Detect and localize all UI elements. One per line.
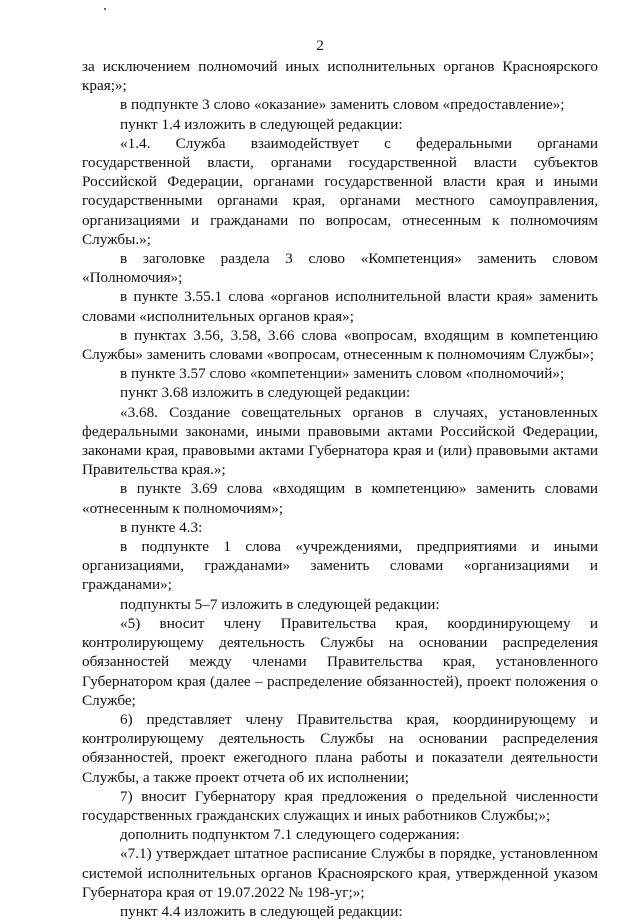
paragraph: в пункте 3.69 слова «входящим в компетенцию» заменить словами «отнесенным к полномочиям»; [82, 480, 598, 517]
page-number: 2 [316, 37, 324, 54]
paragraph: «1.4. Служба взаимодействует с федеральными органами государственной власти, органами государственной власти субъектов Российской Федерации, органами государственной власти края и иными государственными органами края, органами местного самоуправления, организациями и гражданами по вопросам, отнесенным к полномочиям Службы.»; [82, 134, 598, 248]
paragraph: в подпункте 3 слово «оказание» заменить словом «предоставление»; [120, 96, 565, 114]
paragraph: в пункте 3.57 слово «компетенции» заменить словом «полномочий»; [120, 365, 565, 383]
paragraph: «5) вносит члену Правительства края, координирующему и контролирующему деятельность Службы на основании распределения обязанностей между членами Правительства края, установленного Губернатором края (далее – распределение обязанностей), проект положения о Службе; [82, 614, 598, 709]
paragraph: пункт 4.4 изложить в следующей редакции: [120, 902, 403, 920]
paragraph: за исключением полномочий иных исполнительных органов Красноярского края;»; [82, 58, 598, 95]
paragraph: 7) вносит Губернатору края предложения о предельной численности государственных гражданских служащих и иных работников Службы;»; [82, 787, 598, 824]
paragraph: в пункте 3.55.1 слова «органов исполнительной власти края» заменить словами «исполнительных органов края»; [82, 288, 598, 325]
paragraph: пункт 3.68 изложить в следующей редакции: [120, 384, 411, 402]
paragraph: «7.1) утверждает штатное расписание Службы в порядке, установленном системой исполнительных органов Красноярского края, утвержденной указом Губернатора края от 19.07.2022 № 198-уг;»; [82, 845, 598, 901]
document-body [82, 57, 598, 921]
paragraph: пункт 1.4 изложить в следующей редакции: [120, 115, 403, 133]
paragraph: в заголовке раздела 3 слово «Компетенция» заменить словом «Полномочия»; [82, 250, 598, 287]
paragraph: 6) представляет члену Правительства края, координирующему и контролирующему деятельность Службы на основании распределения обязанностей, проект ежегодного плана работы и показатели деятельности Службы, а также проект отчета об их исполнении; [82, 710, 598, 786]
paragraph: в пункте 4.3: [120, 518, 203, 536]
paragraph: дополнить подпунктом 7.1 следующего содержания: [120, 826, 460, 844]
paragraph: «3.68. Создание совещательных органов в случаях, установленных федеральными законами, иными правовыми актами Российской Федерации, законами края, правовыми актами Губернатора края и (или) правовыми актами Правительства края.»; [82, 403, 598, 479]
paragraph: подпункты 5–7 изложить в следующей редакции: [120, 595, 440, 613]
scan-dot [104, 8, 106, 10]
paragraph: в подпункте 1 слова «учреждениями, предприятиями и иными организациями, гражданами» заменить словами «организациями и гражданами»; [82, 538, 598, 594]
paragraph: в пунктах 3.56, 3.58, 3.66 слова «вопросам, входящим в компетенцию Службы» заменить словами «вопросам, отнесенным к полномочиям Службы»; [82, 326, 598, 364]
